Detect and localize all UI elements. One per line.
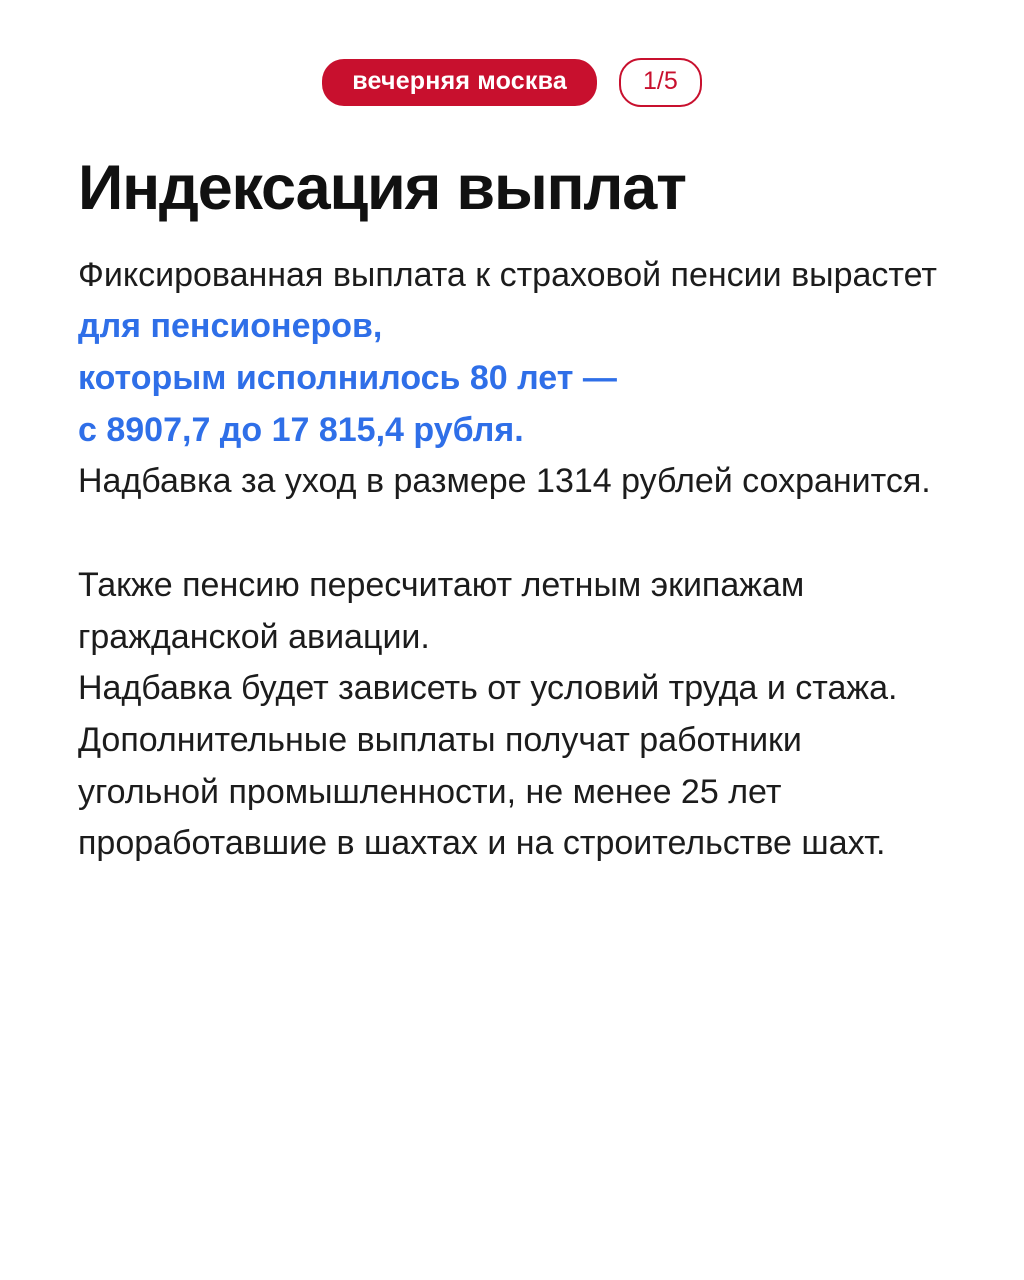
paragraph-one-highlight-line-3: с 8907,7 до 17 815,4 рубля. <box>78 410 524 449</box>
paragraph-one <box>78 250 946 508</box>
card-header <box>0 0 1024 107</box>
paragraph-spacer <box>78 508 946 560</box>
paragraph-one-highlight-line-2: которым исполнилось 80 лет — <box>78 359 617 398</box>
paragraph-two: Также пенсию пересчитают летным экипажам гражданской авиации. <box>78 566 805 656</box>
article-body <box>0 155 1024 870</box>
paragraph-one-highlight-line-1: для пенсионеров, <box>78 307 383 346</box>
page-title: Индексация выплат <box>78 153 686 223</box>
paragraph-one-tail: Надбавка за уход в размере 1314 рублей сохранится. <box>78 462 931 501</box>
slide-counter-badge: 1/5 <box>619 58 702 107</box>
brand-badge: вечерняя москва <box>322 59 597 106</box>
paragraph-three: Надбавка будет зависеть от условий труда и стажа. Дополнительные выплаты получат работники угольной промышленности, не менее 25 лет проработавшие в шахтах и на строительстве шахт. <box>78 669 898 863</box>
paragraph-one-lead: Фиксированная выплата к страховой пенсии вырастет <box>78 255 937 294</box>
